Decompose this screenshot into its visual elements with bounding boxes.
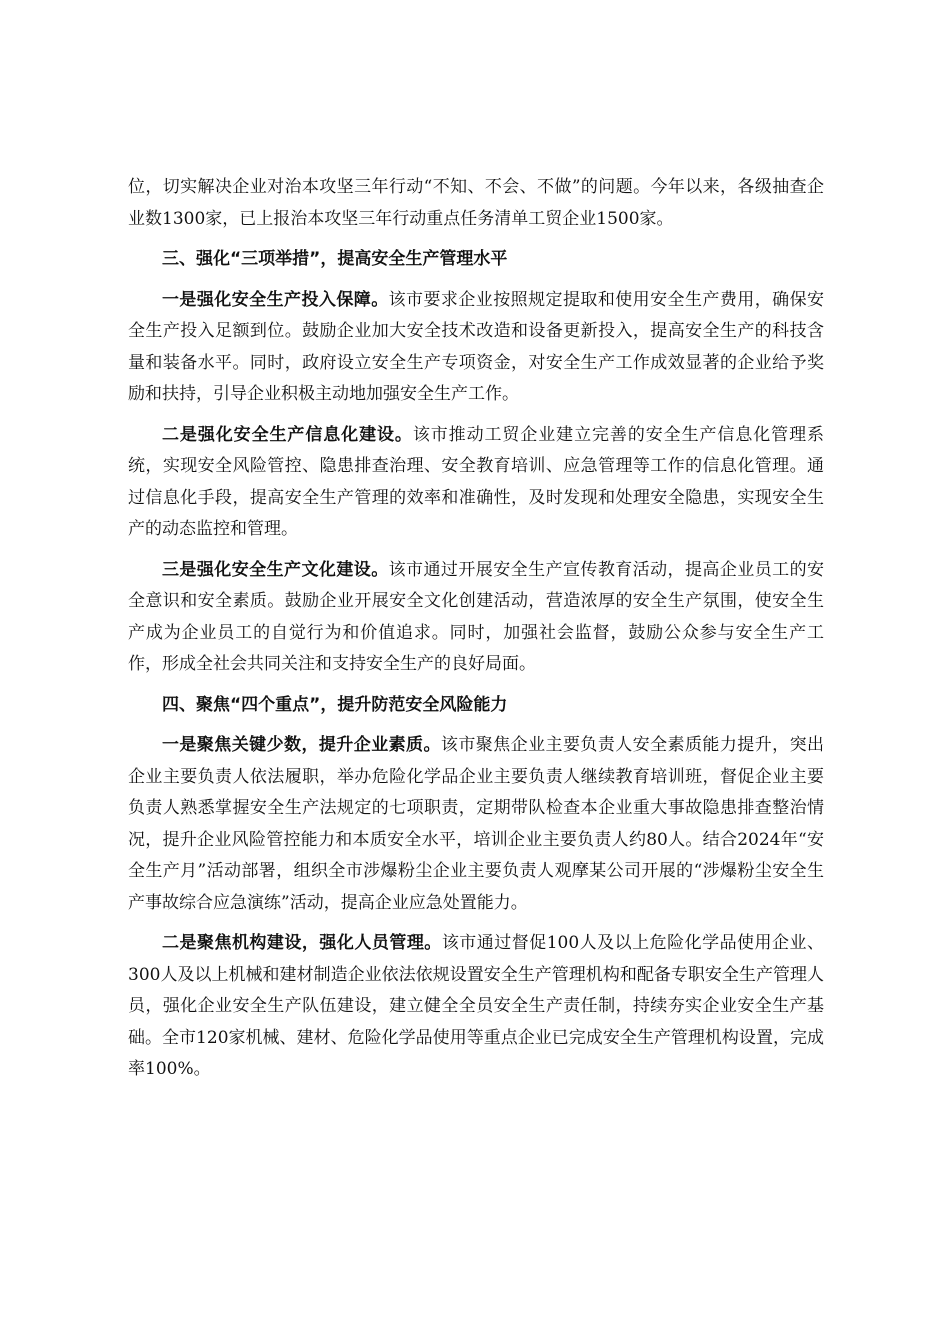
paragraph-lead: 一是聚焦关键少数，提升企业素质。 bbox=[162, 735, 441, 755]
paragraph-investment bbox=[128, 285, 824, 411]
paragraph-lead: 一是强化安全生产投入保障。 bbox=[162, 289, 389, 310]
continuation-paragraph: 位，切实解决企业对治本攻坚三年行动“不知、不会、不做”的问题。今年以来，各级抽查企业数1300家，已上报治本攻坚三年行动重点任务清单工贸企业1500家。 bbox=[128, 177, 824, 229]
paragraph-key-minority bbox=[128, 730, 824, 919]
paragraph-lead: 二是聚焦机构建设，强化人员管理。 bbox=[162, 933, 442, 953]
paragraph-body: 该市通过督促100人及以上危险化学品使用企业、300人及以上机械和建材制造企业依法依规设置安全生产管理机构和配备专职安全生产管理人员，强化企业安全生产队伍建设，建立健全全员安全生产责任制，持续夯实企业安全生产基础。全市120家机械、建材、危险化学品使用等重点企业已完成安全生产管理机构设置，完成率100%。 bbox=[128, 933, 825, 1079]
paragraph-informatization bbox=[128, 420, 824, 546]
paragraph-body: 该市聚焦企业主要负责人安全素质能力提升，突出企业主要负责人依法履职，举办危险化学品企业主要负责人继续教育培训班，督促企业主要负责人熟悉掌握安全生产法规定的七项职责，定期带队检查本企业重大事故隐患排查整治情况，提升企业风险管控能力和本质安全水平，培训企业主要负责人约80人。结合2024年“安全生产月”活动部署，组织全市涉爆粉尘企业主要负责人观摩某公司开展的“涉爆粉尘安全生产事故综合应急演练”活动，提高企业应急处置能力。 bbox=[128, 735, 825, 913]
section-heading-4: 四、聚焦“四个重点”，提升防范安全风险能力 bbox=[162, 694, 508, 715]
document-page bbox=[128, 172, 824, 1095]
paragraph-culture bbox=[128, 555, 824, 681]
paragraph-body: 该市要求企业按照规定提取和使用安全生产费用，确保安全生产投入足额到位。鼓励企业加大安全技术改造和设备更新投入，提高安全生产的科技含量和装备水平。同时，政府设立安全生产专项资金，对安全生产工作成效显著的企业给予奖励和扶持，引导企业积极主动地加强安全生产工作。 bbox=[128, 289, 825, 404]
paragraph-institution bbox=[128, 928, 824, 1086]
paragraph-body: 该市通过开展安全生产宣传教育活动，提高企业员工的安全意识和安全素质。鼓励企业开展安全文化创建活动，营造浓厚的安全生产氛围，使安全生产成为企业员工的自觉行为和价值追求。同时，加强社会监督，鼓励公众参与安全生产工作，形成全社会共同关注和支持安全生产的良好局面。 bbox=[128, 559, 825, 674]
paragraph-lead: 二是强化安全生产信息化建设。 bbox=[162, 424, 413, 445]
paragraph-body: 该市推动工贸企业建立完善的安全生产信息化管理系统，实现安全风险管控、隐患排查治理、安全教育培训、应急管理等工作的信息化管理。通过信息化手段，提高安全生产管理的效率和准确性，及时发现和处理安全隐患，实现安全生产的动态监控和管理。 bbox=[128, 424, 825, 539]
section-heading-3: 三、强化“三项举措”，提高安全生产管理水平 bbox=[162, 249, 508, 269]
paragraph-lead: 三是强化安全生产文化建设。 bbox=[162, 559, 389, 580]
